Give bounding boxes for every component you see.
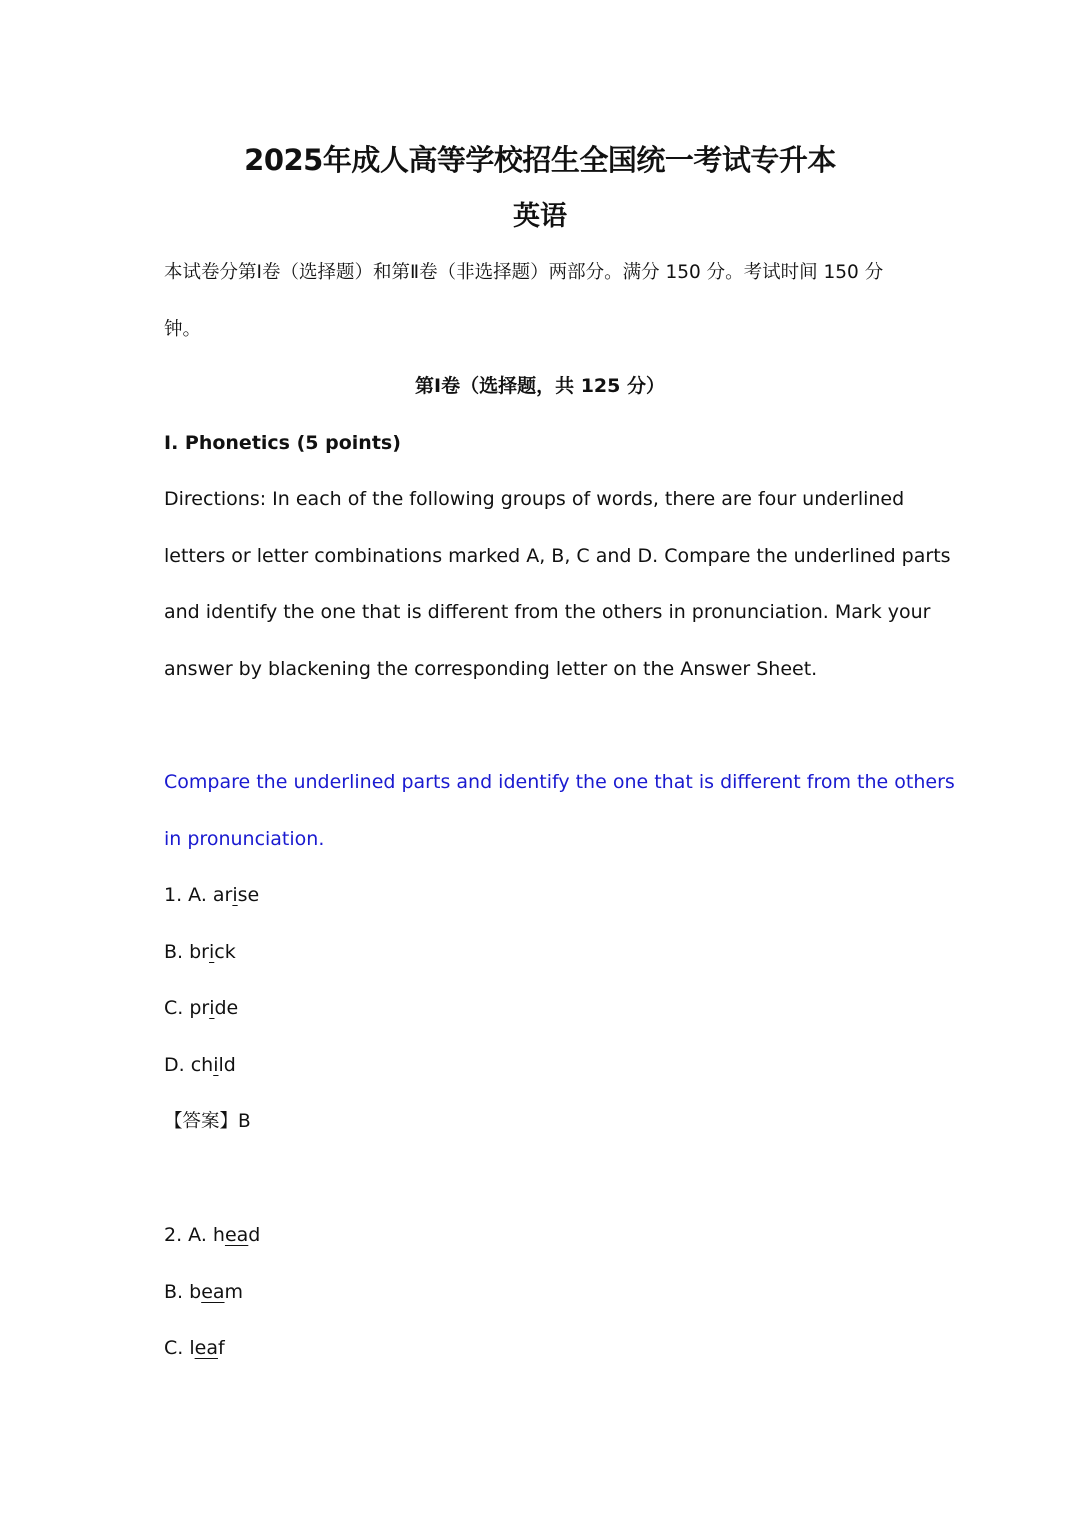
- directions-line-3: and identify the one that is different from the others in pronunciation. Mark your: [164, 601, 931, 623]
- exam-title: 2025年成人高等学校招生全国统一考试专升本: [244, 143, 836, 177]
- underlined-letters: i: [213, 1054, 219, 1076]
- option-prefix: B. br: [164, 941, 209, 963]
- underlined-letters: ea: [201, 1281, 225, 1303]
- directions-line-4: answer by blackening the corresponding letter on the Answer Sheet.: [164, 658, 818, 680]
- option-prefix: 2. A. h: [164, 1224, 225, 1246]
- section-1-heading: Ⅰ. Phonetics (5 points): [164, 432, 401, 454]
- option-prefix: D. ch: [164, 1054, 214, 1076]
- instruction-line-1: Compare the underlined parts and identify the one that is different from the others: [164, 771, 955, 793]
- part-1-heading: 第Ⅰ卷（选择题，共 125 分）: [415, 375, 665, 397]
- q2-option-a: [164, 1221, 260, 1249]
- option-suffix: ld: [218, 1054, 236, 1076]
- intro-line-2: 钟。: [164, 319, 202, 340]
- option-suffix: ck: [214, 941, 236, 963]
- underlined-letters: i: [209, 941, 215, 963]
- option-suffix: m: [224, 1281, 244, 1303]
- intro-line-1: 本试卷分第Ⅰ卷（选择题）和第Ⅱ卷（非选择题）两部分。满分 150 分。考试时间 150 分: [164, 262, 884, 283]
- q1-option-b: [164, 938, 236, 966]
- q2-option-c: [164, 1334, 225, 1362]
- underlined-letters: ea: [194, 1337, 218, 1359]
- option-suffix: d: [248, 1224, 261, 1246]
- q2-option-b: [164, 1278, 243, 1306]
- option-suffix: de: [214, 997, 239, 1019]
- exam-subject: 英语: [513, 201, 567, 232]
- q1-option-a: [164, 881, 259, 909]
- option-suffix: f: [217, 1337, 225, 1359]
- underlined-letters: ea: [224, 1224, 249, 1246]
- instruction-line-2: in pronunciation.: [164, 828, 325, 850]
- option-prefix: 1. A. ar: [164, 884, 233, 906]
- directions-line-1: Directions: In each of the following groups of words, there are four underlined: [164, 488, 905, 510]
- option-prefix: C. l: [164, 1337, 195, 1359]
- q1-option-c: [164, 994, 238, 1022]
- option-suffix: se: [237, 884, 260, 906]
- underlined-letters: i: [209, 997, 215, 1019]
- underlined-letters: i: [232, 884, 238, 906]
- option-prefix: B. b: [164, 1281, 202, 1303]
- q1-answer: 【答案】B: [164, 1111, 251, 1132]
- directions-line-2: letters or letter combinations marked A, B, C and D. Compare the underlined parts: [164, 545, 951, 567]
- q1-option-d: [164, 1051, 236, 1079]
- option-prefix: C. pr: [164, 997, 210, 1019]
